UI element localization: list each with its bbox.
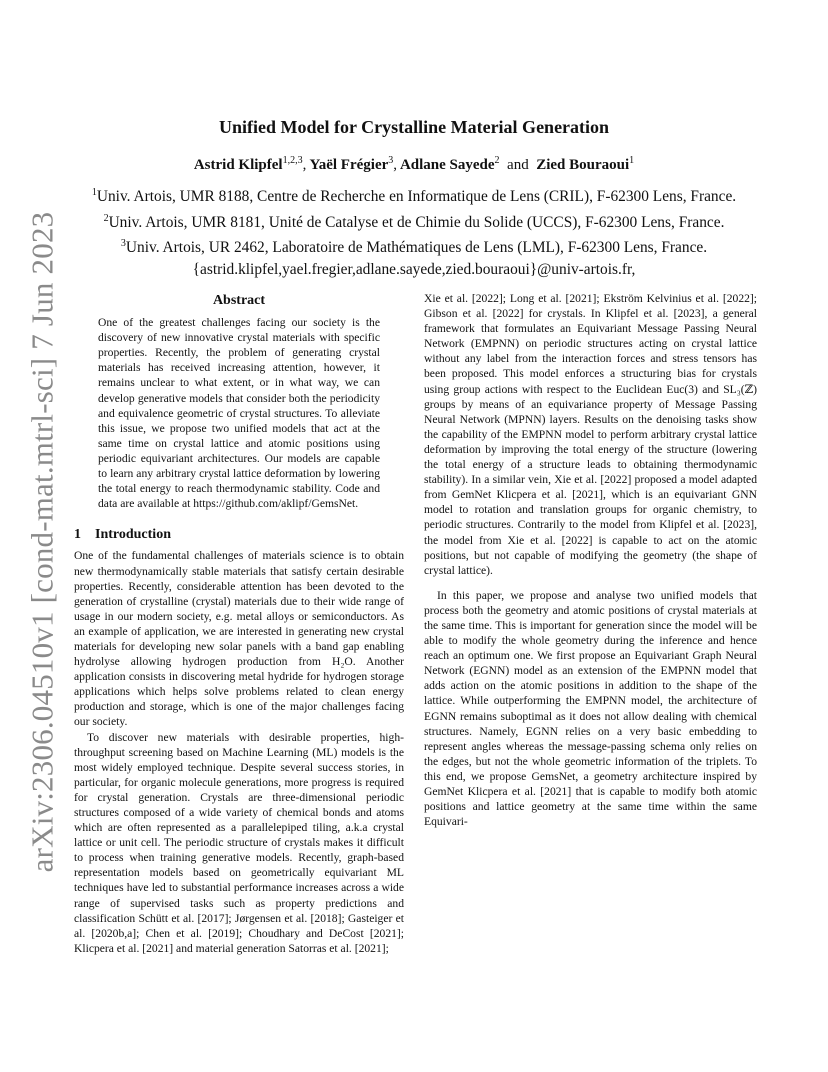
intro-paragraph-1: One of the fundamental challenges of materials science is to obtain new thermodynamically stable materials that satisfy certain desirable properties. Recently, considerable attention has been devoted to the generation of crystalline (crystal) materials due to their wide range of usage in our modern society, e.g. metal alloys or semiconductors. As an example of application, we are interested in generating new crystal materials for developing new solar panels with a band gap enabling hydrolyse allowing hydrogen production from H₂O. Another application consists in discovering metal hydride for hydrogen storage applications which helps solve problems related to clean energy production and storage, which is one of the major challenges facing our society.: [74, 549, 404, 729]
affiliation-text: Univ. Artois, UMR 8181, Unité de Catalyse et de Chimie du Solide (UCCS), F-62300 Lens, France.: [108, 213, 725, 231]
section-number: 1: [74, 527, 81, 543]
author-1: [194, 157, 303, 173]
affiliation-mark: 2: [103, 212, 109, 224]
intro-paragraph-3: In this paper, we propose and analyse two unified models that process both the geometry and atomic positions of crystal materials at the same time. This is important for generation since the model will be able to modify the whole geometry during the inference and hence reach an optimum one. We first propose an Equivariant Graph Neural Network (EGNN) model as an extension of the EMPNN model that adds action on the atomic positions in addition to the shape of the lattice. While outperforming the EMPNN model, the architecture of EGNN remains suboptimal as it does not allow dealing with chemical structures. Namely, EGNN relies on a very basic embedding to represent angles whereas the message-passing schema only relies on the edges, but not the whole geometric information of the triplets. To this end, we propose GemsNet, a geometry architecture inspired by GemNet Klicpera et al. [2021] that is capable to modify both atomic positions and lattice geometry at the same time within the same Equivari-: [424, 588, 757, 829]
abstract-heading: Abstract: [212, 293, 266, 308]
affiliation-text: Univ. Artois, UMR 8188, Centre de Recherche en Informatique de Lens (CRIL), F-62300 Lens, France.: [96, 188, 737, 206]
paper-title: Unified Model for Crystalline Material Generation: [218, 117, 610, 137]
author-4: [536, 157, 634, 173]
author-2: [310, 157, 394, 173]
author-name: Astrid Klipfel: [193, 157, 283, 173]
author-name: Yaël Frégier: [309, 157, 389, 173]
affiliation-1: [0, 182, 828, 208]
right-column: [424, 291, 757, 829]
arxiv-identifier-text: arXiv:2306.04510v1 [cond-mat.mtrl-sci] 7 Jun 2023: [24, 211, 60, 873]
arxiv-identifier-stamp: [22, 211, 62, 873]
affiliation-mark: 3: [120, 238, 126, 250]
author-list: [0, 155, 828, 174]
author-separator: ,: [393, 157, 398, 173]
author-affil-marks: 2: [494, 155, 500, 166]
left-column: [74, 291, 404, 956]
author-affil-marks: 1,2,3: [282, 155, 303, 166]
author-affil-marks: 3: [388, 155, 394, 166]
author-affil-marks: 1: [629, 155, 635, 166]
section-title: Introduction: [95, 527, 171, 543]
intro-paragraph-2: To discover new materials with desirable properties, high-throughput screening based on Machine Learning (ML) models is the most widely employed technique. Despite several success stories, in particular, for organic molecule generations, more progress is required for crystal generation. Crystals are three-dimensional periodic structures composed of a wide variety of chemical bonds and atoms which are often represented as a parallelepiped tiling, a.k.a crystal lattice or unit cell. The periodic structure of crystals makes it difficult to process when training generative models. Recently, graph-based representation models based on geometrically equivariant ML techniques have led to substantial performance increases across a wide range of supervised tasks such as property predictions and classification Schütt et al. [2017]; Jørgensen et al. [2018]; Gasteiger et al. [2020b,a]; Chen et al. [2019]; Choudhary and DeCost [2021]; Klicpera et al. [2021] and material generation Satorras et al. [2021];: [74, 730, 404, 955]
author-3: [400, 157, 500, 173]
affiliation-block: [0, 182, 828, 280]
affiliation-mark: 1: [91, 187, 97, 198]
author-separator: ,: [302, 157, 307, 173]
affiliation-text: Univ. Artois, UR 2462, Laboratoire de Mathématiques de Lens (LML), F-62300 Lens, France.: [125, 239, 708, 257]
abstract-text: One of the greatest challenges facing our society is the discovery of new innovative crystal materials with specific properties. Recently, the problem of generating crystal materials has received increasing attention, however, it remains unclear to what extent, or in what way, we can develop generative models that consider both the periodicity and equivalence geometric of crystal structures. To alleviate this issue, we propose two unified models that act at the same time on crystal lattice and atomic positions using periodic equivariant architectures. Our models are capable to learn any arbitrary crystal lattice deformation by lowering the total energy to reach thermodynamic stability. Code and data are available at https://github.com/aklipf/GemsNet.: [98, 316, 380, 511]
author-emails[interactable]: {astrid.klipfel,yael.fregier,adlane.sayede,zied.bouraoui}@univ-artois.fr,: [192, 260, 636, 278]
intro-paragraph-2-continued: Xie et al. [2022]; Long et al. [2021]; Ekström Kelvinius et al. [2022]; Gibson et al. [2022] for crystals. In Klipfel et al. [2023], a general framework that formulates an Equivariant Message Passing Neural Network (EMPNN) on periodic structures acting on crystal lattice without any label from the interaction forces and stress tensors has been proposed. This model enforces a structuring bias for crystals using group actions with respect to the Euclidean Euc(3) and SL₃(ℤ) groups by means of an equivariance property of Message Passing Neural Network (MPNN) layers. Results on the denoising tasks show the capability of the EMPNN model to perform arbitrary crystal lattice deformation by improving the total energy of the structure (lowering the total energy of a structure leads to obtaining thermodynamic stability). In a similar vein, Xie et al. [2022] proposed a model adapted from GemNet Klicpera et al. [2021], which is an equivariant GNN model to rotation and translation groups for organic chemistry, to periodic structures. Contrarily to the model from Klipfel et al. [2023], the model from Xie et al. [2022] is capable to act on the atomic positions, but not capable of modifying the geometry (the shape of crystal lattice).: [424, 292, 757, 577]
author-name: Zied Bouraoui: [536, 157, 630, 173]
author-name: Adlane Sayede: [399, 157, 495, 173]
affiliation-3: [0, 233, 828, 259]
author-separator: and: [507, 157, 529, 173]
section-heading-introduction: [74, 527, 404, 542]
affiliation-2: [0, 208, 828, 234]
